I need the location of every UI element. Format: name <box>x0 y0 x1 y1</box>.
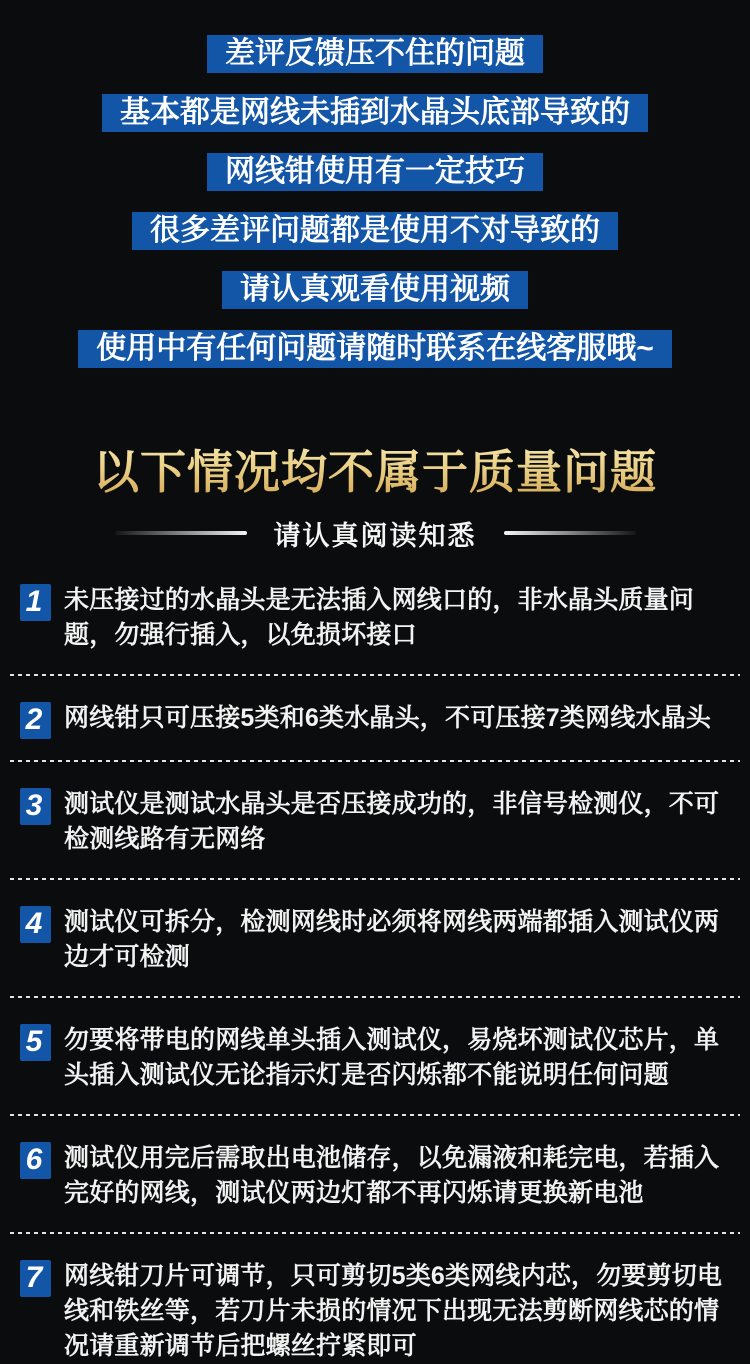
notice-item-6 <box>0 1141 750 1211</box>
banner-feedback-issue: 差评反馈压不住的问题 <box>207 35 543 73</box>
notice-number-badge: 3 <box>20 788 51 825</box>
notice-text: 测试仪用完后需取出电池储存，以免漏液和耗完电，若插入完好的网线，测试仪两边灯都不再闪烁请更换新电池 <box>64 1143 720 1207</box>
subtitle-line-right <box>504 531 636 535</box>
notice-text: 网线钳只可压接5类和6类水晶头，不可压接7类网线水晶头 <box>64 703 712 732</box>
page-title: 以下情况均不属于质量问题 <box>0 447 750 499</box>
dashed-divider <box>10 674 740 676</box>
banner-list <box>0 0 750 389</box>
notice-number-badge: 1 <box>20 584 51 621</box>
notice-item-7 <box>0 1259 750 1364</box>
notice-text: 网线钳刀片可调节，只可剪切5类6类网线内芯，勿要剪切电线和铁丝等，若刀片未损的情况下出现无法剪断网线芯的情况请重新调节后把螺丝拧紧即可 <box>64 1261 723 1360</box>
dashed-divider <box>10 1114 740 1116</box>
notice-text: 未压接过的水晶头是无法插入网线口的，非水晶头质量问题，勿强行插入，以免损坏接口 <box>64 585 695 649</box>
dashed-divider <box>10 996 740 998</box>
notice-item-5 <box>0 1023 750 1093</box>
notice-item-4 <box>0 905 750 975</box>
notice-number-badge: 2 <box>20 702 51 739</box>
banner-technique: 网线钳使用有一定技巧 <box>207 153 543 191</box>
notice-text: 勿要将带电的网线单头插入测试仪，易烧坏测试仪芯片，单头插入测试仪无论指示灯是否闪烁都不能说明任何问题 <box>64 1025 720 1089</box>
banner-cause: 基本都是网线未插到水晶头底部导致的 <box>102 94 648 132</box>
dashed-divider <box>10 878 740 880</box>
notice-item-1 <box>0 583 750 653</box>
notice-item-2 <box>0 701 750 739</box>
notice-number-badge: 5 <box>20 1024 51 1061</box>
notice-list <box>0 583 750 1364</box>
banner-contact-service: 使用中有任何问题请随时联系在线客服哦~ <box>78 330 672 368</box>
subtitle-row <box>0 514 750 553</box>
notice-number-badge: 7 <box>20 1260 51 1297</box>
notice-text: 测试仪可拆分，检测网线时必须将网线两端都插入测试仪两边才可检测 <box>64 907 720 971</box>
banner-misuse: 很多差评问题都是使用不对导致的 <box>132 212 618 250</box>
notice-item-3 <box>0 787 750 857</box>
dashed-divider <box>10 1232 740 1234</box>
subtitle-line-left <box>115 531 247 535</box>
notice-text: 测试仪是测试水晶头是否压接成功的，非信号检测仪，不可检测线路有无网络 <box>64 789 720 853</box>
notice-number-badge: 6 <box>20 1142 51 1179</box>
subtitle: 请认真阅读知悉 <box>273 520 477 551</box>
notice-number-badge: 4 <box>20 906 51 943</box>
banner-watch-video: 请认真观看使用视频 <box>222 271 528 309</box>
dashed-divider <box>10 760 740 762</box>
